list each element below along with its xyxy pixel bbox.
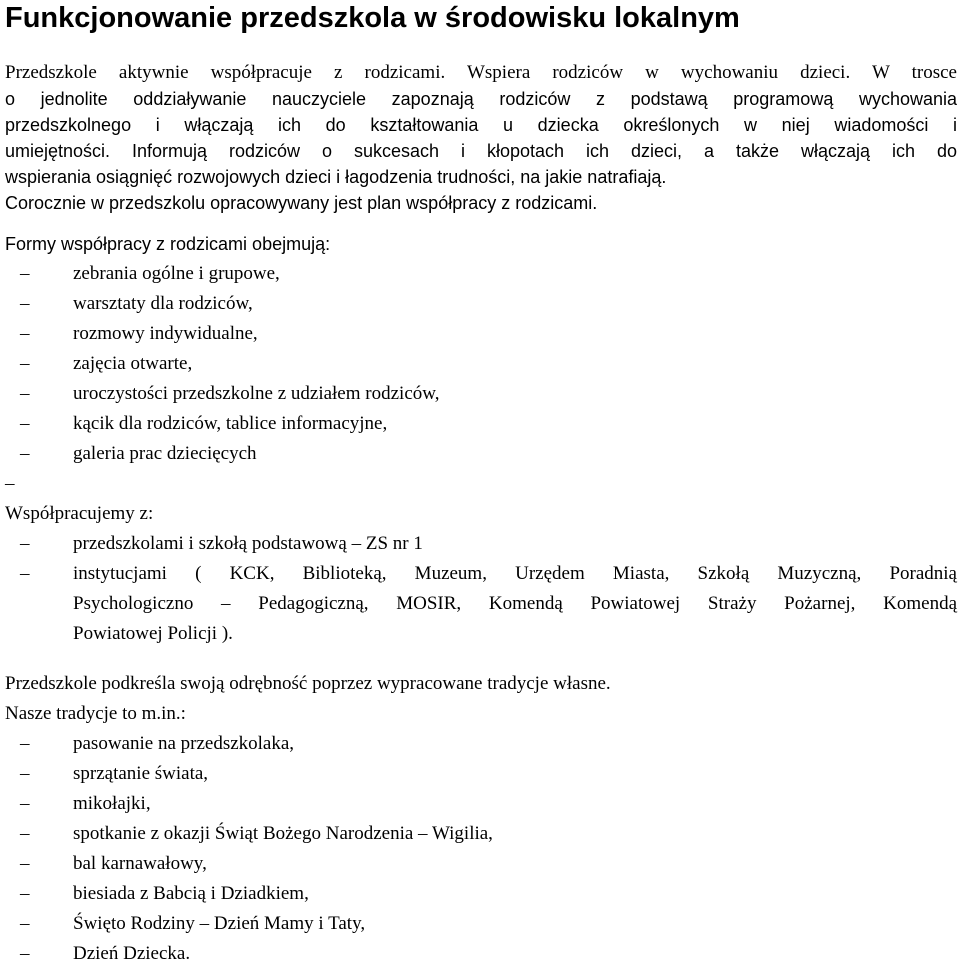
list-item-text: spotkanie z okazji Świąt Bożego Narodzenia – Wigilia, <box>73 823 493 844</box>
forms-heading: Formy współpracy z rodzicami obejmują: <box>5 234 331 254</box>
dash-bullet: – <box>20 533 30 554</box>
dash-bullet: – <box>20 383 30 404</box>
list-item-text: uroczystości przedszkolne z udziałem rodziców, <box>73 383 440 404</box>
dash-bullet: – <box>20 293 30 314</box>
list-item-text: mikołajki, <box>73 793 151 814</box>
dash-bullet: – <box>20 823 30 844</box>
list-item <box>5 319 957 349</box>
list-item <box>5 379 957 409</box>
list-item-text: Psychologiczno – Pedagogiczną, MOSIR, Komendą Powiatowej Straży Pożarnej, Komendą <box>73 593 957 614</box>
list-item-text: bal karnawałowy, <box>73 853 207 874</box>
list-item <box>5 529 957 559</box>
traditions-heading: Nasze tradycje to m.in.: <box>5 703 186 724</box>
list-item-text: biesiada z Babcią i Dziadkiem, <box>73 883 309 904</box>
dash-bullet: – <box>20 853 30 874</box>
dash-bullet: – <box>20 943 30 964</box>
list-item <box>5 909 957 939</box>
list-item-text: sprzątanie świata, <box>73 763 209 784</box>
page-title: Funkcjonowanie przedszkola w środowisku lokalnym <box>5 2 740 34</box>
dash-bullet: – <box>20 793 30 814</box>
intro-line: Przedszkole aktywnie współpracuje z rodzicami. Wspiera rodziców w wychowaniu dzieci. W trosce <box>5 62 957 83</box>
list-item-text: Powiatowej Policji ). <box>73 623 233 644</box>
list-item-text: rozmowy indywidualne, <box>73 323 258 344</box>
intro-paragraph <box>5 60 957 216</box>
dash-bullet: – <box>5 473 15 494</box>
traditions-intro: Przedszkole podkreśla swoją odrębność poprzez wypracowane tradycje własne. <box>5 673 611 694</box>
cooperation-heading: Współpracujemy z: <box>5 503 154 524</box>
list-item-text: zebrania ogólne i grupowe, <box>73 263 280 284</box>
list-item <box>5 409 957 439</box>
list-item-text: Dzień Dziecka. <box>73 943 191 964</box>
list-item <box>5 349 957 379</box>
list-item-text: przedszkolami i szkołą podstawową – ZS nr 1 <box>73 533 423 554</box>
intro-line: umiejętności. Informują rodziców o sukcesach i kłopotach ich dzieci, a także włączają ich do <box>5 141 957 161</box>
dash-bullet: – <box>20 913 30 934</box>
cooperation-section <box>5 499 957 649</box>
dash-bullet: – <box>20 563 30 584</box>
dash-bullet: – <box>20 353 30 374</box>
list-item <box>5 849 957 879</box>
traditions-section <box>5 669 957 969</box>
dash-bullet: – <box>20 763 30 784</box>
list-item-text: kącik dla rodziców, tablice informacyjne, <box>73 413 388 434</box>
list-item <box>5 289 957 319</box>
list-item <box>5 759 957 789</box>
document-page <box>5 0 957 969</box>
dash-bullet: – <box>20 883 30 904</box>
list-item <box>5 559 957 649</box>
list-item-text: instytucjami ( KCK, Biblioteką, Muzeum, Urzędem Miasta, Szkołą Muzyczną, Poradnią <box>73 563 957 584</box>
dash-bullet: – <box>20 443 30 464</box>
spacer <box>5 216 957 229</box>
list-item <box>5 819 957 849</box>
list-item-text: pasowanie na przedszkolaka, <box>73 733 295 754</box>
list-item <box>5 879 957 909</box>
dash-bullet: – <box>20 263 30 284</box>
list-item <box>5 259 957 289</box>
intro-line: przedszkolnego i włączają ich do kształtowania u dziecka określonych w niej wiadomości i <box>5 115 957 135</box>
intro-line: o jednolite oddziaływanie nauczyciele zapoznają rodziców z podstawą programową wychowania <box>5 89 957 109</box>
list-item <box>5 439 957 469</box>
list-item <box>5 729 957 759</box>
spacer <box>5 36 957 60</box>
dash-bullet: – <box>20 413 30 434</box>
dash-bullet: – <box>20 323 30 344</box>
spacer <box>5 649 957 669</box>
intro-line: Corocznie w przedszkolu opracowywany jest plan współpracy z rodzicami. <box>5 193 598 213</box>
intro-line: wspierania osiągnięć rozwojowych dzieci i łagodzenia trudności, na jakie natrafiają. <box>5 167 667 187</box>
list-item <box>5 789 957 819</box>
list-item-text: galeria prac dziecięcych <box>73 443 257 464</box>
list-item-text: warsztaty dla rodziców, <box>73 293 253 314</box>
list-item <box>5 469 957 499</box>
list-item-text: zajęcia otwarte, <box>73 353 193 374</box>
forms-section <box>5 229 957 499</box>
list-item-text: Święto Rodziny – Dzień Mamy i Taty, <box>73 913 366 934</box>
list-item <box>5 939 957 969</box>
dash-bullet: – <box>20 733 30 754</box>
